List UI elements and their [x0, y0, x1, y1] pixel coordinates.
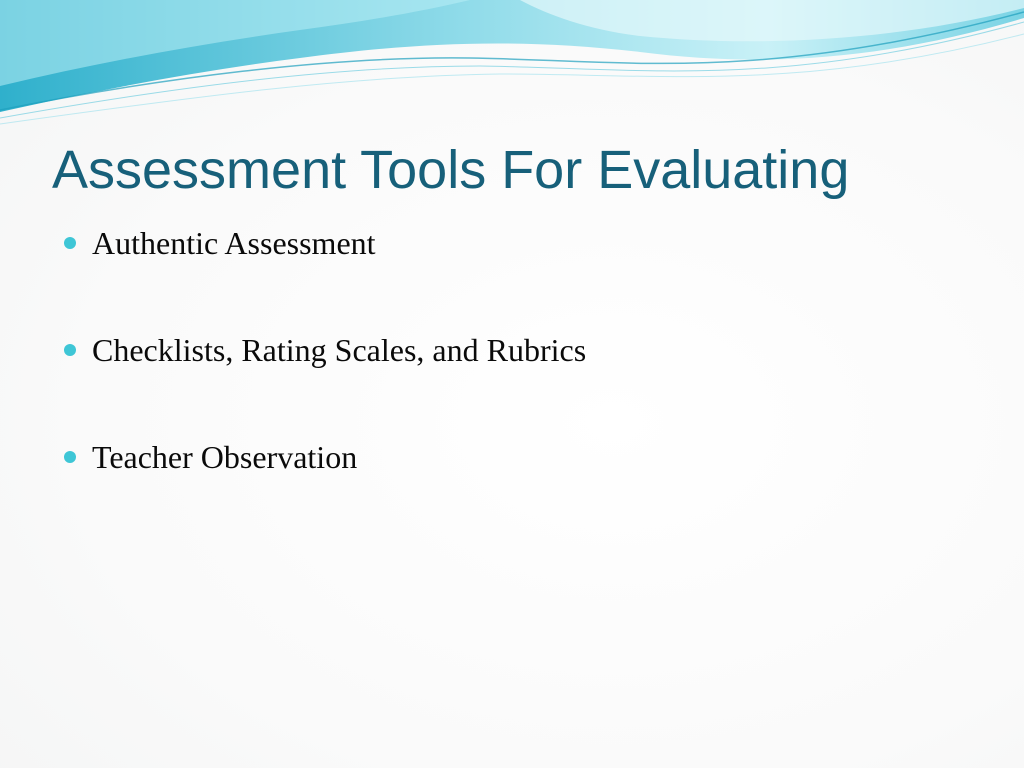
bullet-item — [62, 221, 586, 328]
bullet-text: Authentic Assessment — [92, 225, 376, 261]
bullet-text: Checklists, Rating Scales, and Rubrics — [92, 332, 587, 368]
bullet-list — [62, 221, 586, 542]
bullet-dot-icon — [64, 451, 76, 463]
header-wave-decoration — [0, 0, 1024, 130]
bullet-text: Teacher Observation — [92, 439, 358, 475]
bullet-dot-icon — [64, 237, 76, 249]
bullet-dot-icon — [64, 344, 76, 356]
bullet-item — [62, 328, 586, 435]
slide-title: Assessment Tools For Evaluating — [52, 140, 850, 200]
bullet-item — [62, 435, 586, 542]
